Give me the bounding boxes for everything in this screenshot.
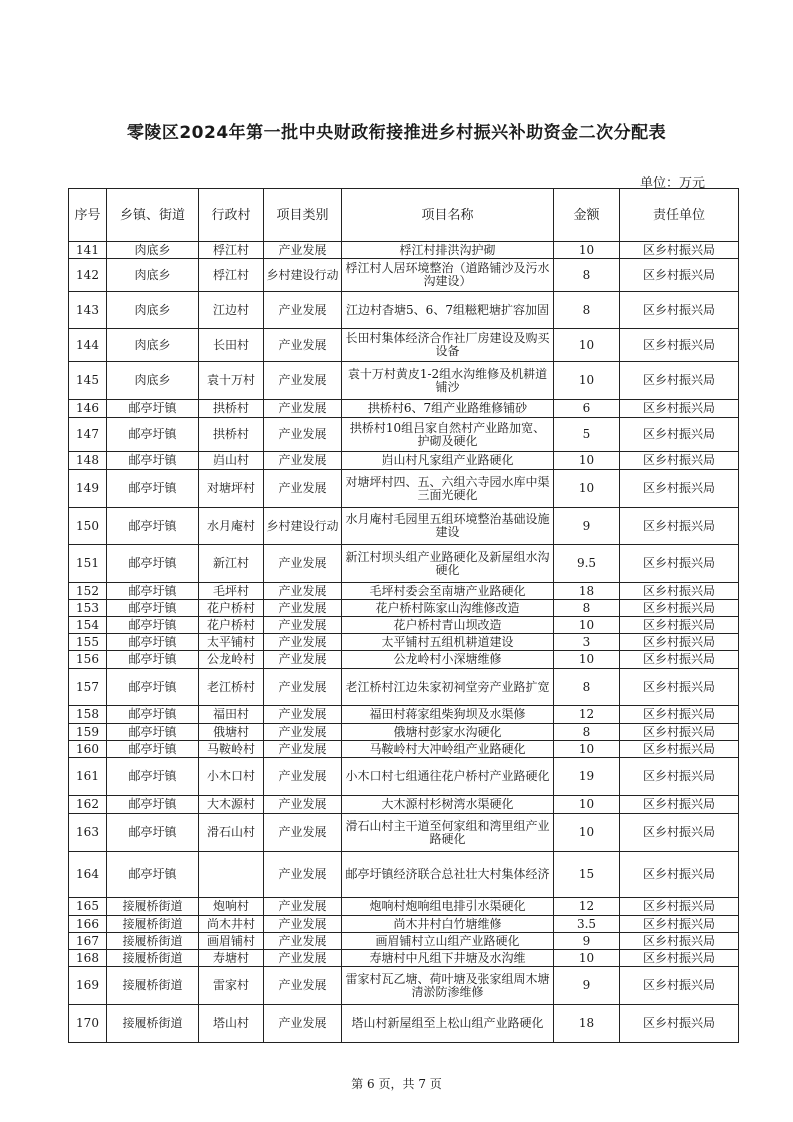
row-responsible-unit: 区乡村振兴局 xyxy=(620,706,739,724)
row-project-name: 长田村集体经济合作社厂房建设及购买设备 xyxy=(342,329,554,362)
row-town: 邮亭圩镇 xyxy=(107,669,199,706)
row-responsible-unit: 区乡村振兴局 xyxy=(620,796,739,814)
row-amount: 18 xyxy=(554,1005,620,1043)
row-village: 公龙岭村 xyxy=(199,651,264,669)
allocation-table xyxy=(68,188,739,1043)
row-number: 144 xyxy=(69,329,107,362)
row-category: 产业发展 xyxy=(264,724,342,741)
row-category: 产业发展 xyxy=(264,329,342,362)
row-category: 产业发展 xyxy=(264,452,342,470)
row-amount: 12 xyxy=(554,706,620,724)
table-row xyxy=(69,741,739,758)
row-category: 产业发展 xyxy=(264,1005,342,1043)
row-category: 产业发展 xyxy=(264,634,342,651)
row-village: 寿塘村 xyxy=(199,950,264,967)
row-responsible-unit: 区乡村振兴局 xyxy=(620,651,739,669)
row-category: 产业发展 xyxy=(264,814,342,852)
row-village: 塔山村 xyxy=(199,1005,264,1043)
row-village: 花户桥村 xyxy=(199,600,264,617)
row-town: 邮亭圩镇 xyxy=(107,452,199,470)
header-amount: 金额 xyxy=(554,189,620,242)
row-category: 产业发展 xyxy=(264,898,342,916)
table-row xyxy=(69,617,739,634)
table-row xyxy=(69,933,739,950)
row-responsible-unit: 区乡村振兴局 xyxy=(620,724,739,741)
row-project-name: 拱桥村6、7组产业路维修铺砂 xyxy=(342,400,554,418)
row-responsible-unit: 区乡村振兴局 xyxy=(620,898,739,916)
row-responsible-unit: 区乡村振兴局 xyxy=(620,292,739,329)
row-project-name: 江边村杳塘5、6、7组糍粑塘扩容加固 xyxy=(342,292,554,329)
row-responsible-unit: 区乡村振兴局 xyxy=(620,583,739,600)
row-village: 袁十万村 xyxy=(199,362,264,400)
row-responsible-unit: 区乡村振兴局 xyxy=(620,669,739,706)
row-number: 146 xyxy=(69,400,107,418)
row-number: 161 xyxy=(69,758,107,796)
header-category: 项目类别 xyxy=(264,189,342,242)
row-project-name: 炮响村炮响组电排引水渠硬化 xyxy=(342,898,554,916)
row-town: 接履桥街道 xyxy=(107,967,199,1005)
table-row xyxy=(69,950,739,967)
row-project-name: 马鞍岭村大冲岭组产业路硬化 xyxy=(342,741,554,758)
row-category: 产业发展 xyxy=(264,292,342,329)
row-village: 水月庵村 xyxy=(199,508,264,545)
row-responsible-unit: 区乡村振兴局 xyxy=(620,545,739,583)
row-responsible-unit: 区乡村振兴局 xyxy=(620,470,739,508)
header-responsible-unit: 责任单位 xyxy=(620,189,739,242)
row-village: 老江桥村 xyxy=(199,669,264,706)
row-responsible-unit: 区乡村振兴局 xyxy=(620,634,739,651)
row-amount: 8 xyxy=(554,724,620,741)
table-row xyxy=(69,362,739,400)
row-amount: 19 xyxy=(554,758,620,796)
table-row xyxy=(69,634,739,651)
row-number: 147 xyxy=(69,418,107,452)
table-row xyxy=(69,292,739,329)
row-project-name: 滑石山村主干道至何家组和湾里组产业路硬化 xyxy=(342,814,554,852)
row-responsible-unit: 区乡村振兴局 xyxy=(620,1005,739,1043)
row-number: 160 xyxy=(69,741,107,758)
row-number: 151 xyxy=(69,545,107,583)
table-row xyxy=(69,400,739,418)
row-amount: 9 xyxy=(554,967,620,1005)
row-town: 邮亭圩镇 xyxy=(107,400,199,418)
header-village: 行政村 xyxy=(199,189,264,242)
row-project-name: 俄塘村彭家水沟硬化 xyxy=(342,724,554,741)
row-number: 148 xyxy=(69,452,107,470)
row-amount: 9 xyxy=(554,508,620,545)
row-project-name: 花户桥村青山坝改造 xyxy=(342,617,554,634)
row-village: 大木源村 xyxy=(199,796,264,814)
row-village: 雷家村 xyxy=(199,967,264,1005)
row-amount: 10 xyxy=(554,242,620,259)
table-row xyxy=(69,967,739,1005)
row-town: 邮亭圩镇 xyxy=(107,758,199,796)
row-responsible-unit: 区乡村振兴局 xyxy=(620,741,739,758)
row-project-name: 毛坪村委会至南塘产业路硬化 xyxy=(342,583,554,600)
row-amount: 10 xyxy=(554,814,620,852)
row-responsible-unit: 区乡村振兴局 xyxy=(620,617,739,634)
row-village: 太平铺村 xyxy=(199,634,264,651)
row-category: 产业发展 xyxy=(264,583,342,600)
row-project-name: 塔山村新屋组至上松山组产业路硬化 xyxy=(342,1005,554,1043)
row-responsible-unit: 区乡村振兴局 xyxy=(620,452,739,470)
row-number: 154 xyxy=(69,617,107,634)
row-village xyxy=(199,852,264,898)
row-responsible-unit: 区乡村振兴局 xyxy=(620,418,739,452)
row-responsible-unit: 区乡村振兴局 xyxy=(620,600,739,617)
table-row xyxy=(69,508,739,545)
row-amount: 15 xyxy=(554,852,620,898)
row-number: 141 xyxy=(69,242,107,259)
row-village: 福田村 xyxy=(199,706,264,724)
row-number: 145 xyxy=(69,362,107,400)
row-responsible-unit: 区乡村振兴局 xyxy=(620,362,739,400)
row-amount: 10 xyxy=(554,950,620,967)
row-project-name: 岿山村凡家组产业路硬化 xyxy=(342,452,554,470)
row-village: 毛坪村 xyxy=(199,583,264,600)
row-number: 149 xyxy=(69,470,107,508)
table-row xyxy=(69,1005,739,1043)
row-amount: 8 xyxy=(554,600,620,617)
row-town: 邮亭圩镇 xyxy=(107,852,199,898)
row-number: 142 xyxy=(69,259,107,292)
table-row xyxy=(69,852,739,898)
row-number: 150 xyxy=(69,508,107,545)
table-body xyxy=(69,242,739,1043)
row-amount: 10 xyxy=(554,651,620,669)
row-town: 邮亭圩镇 xyxy=(107,470,199,508)
row-number: 164 xyxy=(69,852,107,898)
row-responsible-unit: 区乡村振兴局 xyxy=(620,329,739,362)
row-town: 接履桥街道 xyxy=(107,898,199,916)
table-row xyxy=(69,329,739,362)
row-village: 画眉铺村 xyxy=(199,933,264,950)
row-amount: 6 xyxy=(554,400,620,418)
table-row xyxy=(69,259,739,292)
row-village: 炮响村 xyxy=(199,898,264,916)
table-row xyxy=(69,916,739,933)
table-row xyxy=(69,452,739,470)
row-category: 乡村建设行动 xyxy=(264,259,342,292)
table-row xyxy=(69,669,739,706)
row-project-name: 桴江村人居环境整治（道路铺沙及污水沟建设） xyxy=(342,259,554,292)
row-project-name: 太平铺村五组机耕道建设 xyxy=(342,634,554,651)
row-town: 邮亭圩镇 xyxy=(107,545,199,583)
row-village: 新江村 xyxy=(199,545,264,583)
row-number: 162 xyxy=(69,796,107,814)
row-number: 152 xyxy=(69,583,107,600)
row-town: 邮亭圩镇 xyxy=(107,600,199,617)
row-project-name: 老江桥村江边朱家初祠堂旁产业路扩宽 xyxy=(342,669,554,706)
row-number: 166 xyxy=(69,916,107,933)
row-town: 肉底乡 xyxy=(107,242,199,259)
table-row xyxy=(69,600,739,617)
row-village: 桴江村 xyxy=(199,242,264,259)
row-amount: 8 xyxy=(554,292,620,329)
row-number: 169 xyxy=(69,967,107,1005)
table-row xyxy=(69,242,739,259)
row-number: 170 xyxy=(69,1005,107,1043)
row-category: 产业发展 xyxy=(264,418,342,452)
row-number: 156 xyxy=(69,651,107,669)
row-town: 邮亭圩镇 xyxy=(107,796,199,814)
row-responsible-unit: 区乡村振兴局 xyxy=(620,400,739,418)
row-amount: 12 xyxy=(554,898,620,916)
row-town: 邮亭圩镇 xyxy=(107,741,199,758)
row-town: 邮亭圩镇 xyxy=(107,651,199,669)
row-village: 拱桥村 xyxy=(199,400,264,418)
row-category: 产业发展 xyxy=(264,967,342,1005)
row-amount: 9 xyxy=(554,933,620,950)
row-village: 拱桥村 xyxy=(199,418,264,452)
row-responsible-unit: 区乡村振兴局 xyxy=(620,242,739,259)
row-number: 159 xyxy=(69,724,107,741)
row-responsible-unit: 区乡村振兴局 xyxy=(620,933,739,950)
row-amount: 10 xyxy=(554,796,620,814)
row-number: 157 xyxy=(69,669,107,706)
row-town: 邮亭圩镇 xyxy=(107,814,199,852)
row-category: 产业发展 xyxy=(264,242,342,259)
page-footer: 第 6 页，共 7 页 xyxy=(351,1077,442,1091)
row-town: 接履桥街道 xyxy=(107,950,199,967)
row-project-name: 邮亭圩镇经济联合总社壮大村集体经济 xyxy=(342,852,554,898)
row-village: 尚木井村 xyxy=(199,916,264,933)
row-number: 155 xyxy=(69,634,107,651)
row-village: 马鞍岭村 xyxy=(199,741,264,758)
row-town: 邮亭圩镇 xyxy=(107,706,199,724)
row-village: 小木口村 xyxy=(199,758,264,796)
row-amount: 8 xyxy=(554,259,620,292)
row-project-name: 新江村坝头组产业路硬化及新屋组水沟硬化 xyxy=(342,545,554,583)
row-category: 产业发展 xyxy=(264,706,342,724)
row-amount: 10 xyxy=(554,329,620,362)
row-project-name: 雷家村瓦乙塘、荷叶塘及张家组周木塘清淤防渗维修 xyxy=(342,967,554,1005)
row-responsible-unit: 区乡村振兴局 xyxy=(620,508,739,545)
row-amount: 5 xyxy=(554,418,620,452)
row-project-name: 大木源村杉树湾水渠硬化 xyxy=(342,796,554,814)
row-project-name: 花户桥村陈家山沟维修改造 xyxy=(342,600,554,617)
row-project-name: 袁十万村黄皮1-2组水沟维修及机耕道铺沙 xyxy=(342,362,554,400)
header-no: 序号 xyxy=(69,189,107,242)
table-row xyxy=(69,724,739,741)
row-village: 滑石山村 xyxy=(199,814,264,852)
row-project-name: 尚木井村白竹塘维修 xyxy=(342,916,554,933)
row-category: 产业发展 xyxy=(264,600,342,617)
row-category: 产业发展 xyxy=(264,470,342,508)
table-row xyxy=(69,796,739,814)
row-responsible-unit: 区乡村振兴局 xyxy=(620,259,739,292)
row-number: 165 xyxy=(69,898,107,916)
table-row xyxy=(69,545,739,583)
row-project-name: 小木口村七组通往花户桥村产业路硬化 xyxy=(342,758,554,796)
row-responsible-unit: 区乡村振兴局 xyxy=(620,916,739,933)
row-project-name: 水月庵村毛园里五组环境整治基础设施建设 xyxy=(342,508,554,545)
row-town: 接履桥街道 xyxy=(107,933,199,950)
row-amount: 8 xyxy=(554,669,620,706)
table-row xyxy=(69,814,739,852)
row-town: 接履桥街道 xyxy=(107,1005,199,1043)
row-town: 邮亭圩镇 xyxy=(107,634,199,651)
row-amount: 18 xyxy=(554,583,620,600)
row-project-name: 对塘坪村四、五、六组六寺园水库中渠三面光硬化 xyxy=(342,470,554,508)
row-project-name: 寿塘村中凡组下井塘及水沟维 xyxy=(342,950,554,967)
row-category: 产业发展 xyxy=(264,916,342,933)
table-row xyxy=(69,898,739,916)
row-project-name: 福田村蒋家组柴狗坝及水渠修 xyxy=(342,706,554,724)
row-amount: 3 xyxy=(554,634,620,651)
row-category: 产业发展 xyxy=(264,950,342,967)
row-amount: 10 xyxy=(554,470,620,508)
row-number: 158 xyxy=(69,706,107,724)
row-town: 肉底乡 xyxy=(107,259,199,292)
row-town: 邮亭圩镇 xyxy=(107,724,199,741)
row-category: 产业发展 xyxy=(264,651,342,669)
row-number: 167 xyxy=(69,933,107,950)
row-project-name: 公龙岭村小深塘维修 xyxy=(342,651,554,669)
row-town: 邮亭圩镇 xyxy=(107,583,199,600)
row-town: 肉底乡 xyxy=(107,329,199,362)
row-village: 对塘坪村 xyxy=(199,470,264,508)
row-project-name: 画眉铺村立山组产业路硬化 xyxy=(342,933,554,950)
row-number: 143 xyxy=(69,292,107,329)
row-responsible-unit: 区乡村振兴局 xyxy=(620,814,739,852)
row-category: 产业发展 xyxy=(264,362,342,400)
row-town: 邮亭圩镇 xyxy=(107,418,199,452)
row-number: 153 xyxy=(69,600,107,617)
table-row xyxy=(69,470,739,508)
row-village: 江边村 xyxy=(199,292,264,329)
header-project-name: 项目名称 xyxy=(342,189,554,242)
row-responsible-unit: 区乡村振兴局 xyxy=(620,967,739,1005)
row-category: 产业发展 xyxy=(264,741,342,758)
row-project-name: 桴江村排洪沟护砌 xyxy=(342,242,554,259)
table-row xyxy=(69,706,739,724)
row-category: 产业发展 xyxy=(264,758,342,796)
table-row xyxy=(69,758,739,796)
header-town: 乡镇、街道 xyxy=(107,189,199,242)
row-category: 产业发展 xyxy=(264,400,342,418)
unit-label: 单位：万元 xyxy=(640,176,706,191)
row-amount: 10 xyxy=(554,741,620,758)
row-village: 岿山村 xyxy=(199,452,264,470)
row-responsible-unit: 区乡村振兴局 xyxy=(620,758,739,796)
table-header-row xyxy=(69,189,739,242)
row-town: 肉底乡 xyxy=(107,292,199,329)
row-responsible-unit: 区乡村振兴局 xyxy=(620,950,739,967)
row-town: 邮亭圩镇 xyxy=(107,617,199,634)
row-number: 163 xyxy=(69,814,107,852)
row-amount: 10 xyxy=(554,362,620,400)
row-category: 产业发展 xyxy=(264,669,342,706)
table-row xyxy=(69,583,739,600)
row-village: 俄塘村 xyxy=(199,724,264,741)
row-amount: 3.5 xyxy=(554,916,620,933)
row-category: 产业发展 xyxy=(264,796,342,814)
row-number: 168 xyxy=(69,950,107,967)
row-category: 产业发展 xyxy=(264,545,342,583)
row-project-name: 拱桥村10组吕家自然村产业路加宽、护砌及硬化 xyxy=(342,418,554,452)
row-town: 接履桥街道 xyxy=(107,916,199,933)
row-category: 产业发展 xyxy=(264,617,342,634)
table-row xyxy=(69,418,739,452)
row-category: 产业发展 xyxy=(264,933,342,950)
row-amount: 10 xyxy=(554,617,620,634)
row-amount: 10 xyxy=(554,452,620,470)
row-village: 桴江村 xyxy=(199,259,264,292)
row-responsible-unit: 区乡村振兴局 xyxy=(620,852,739,898)
document-title: 零陵区2024年第一批中央财政衔接推进乡村振兴补助资金二次分配表 xyxy=(126,123,667,143)
row-village: 花户桥村 xyxy=(199,617,264,634)
row-category: 乡村建设行动 xyxy=(264,508,342,545)
table-row xyxy=(69,651,739,669)
row-amount: 9.5 xyxy=(554,545,620,583)
row-town: 肉底乡 xyxy=(107,362,199,400)
row-town: 邮亭圩镇 xyxy=(107,508,199,545)
row-category: 产业发展 xyxy=(264,852,342,898)
row-village: 长田村 xyxy=(199,329,264,362)
